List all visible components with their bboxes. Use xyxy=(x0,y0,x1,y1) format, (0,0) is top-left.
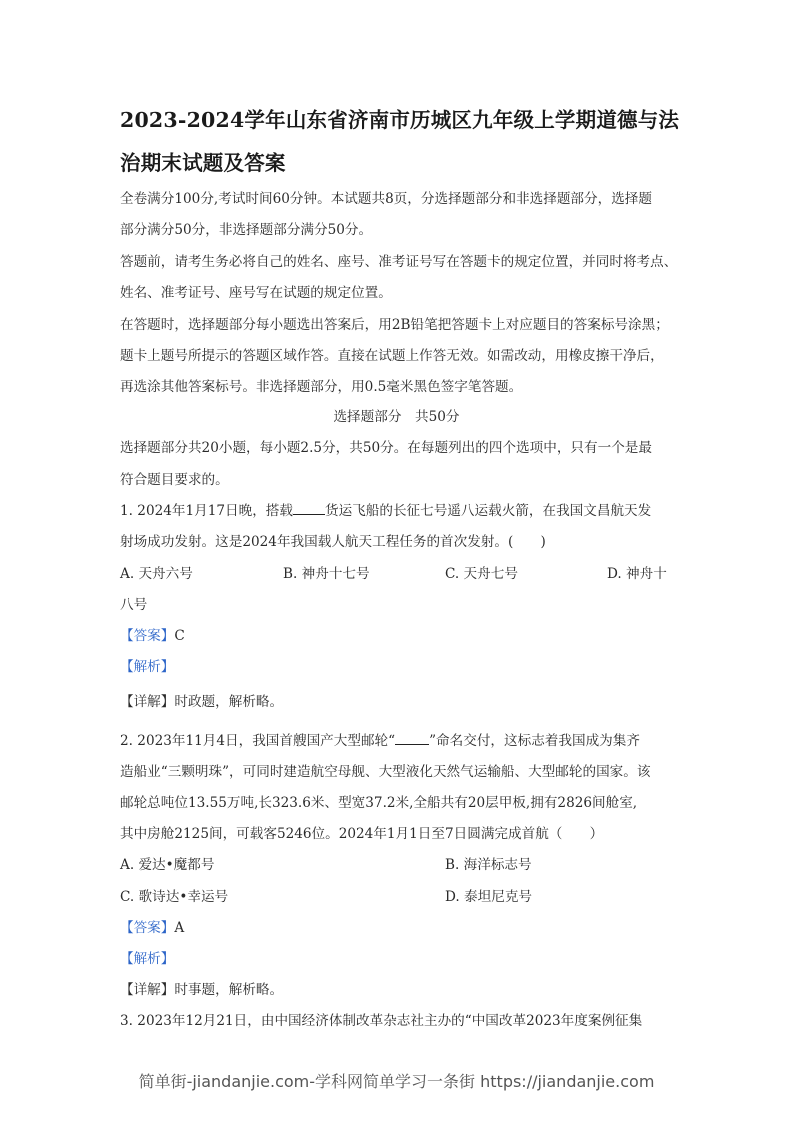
footer-link[interactable]: 简单街-jiandanjie.com-学科网简单学习一条街 https://jiandanjie.com xyxy=(138,1072,655,1091)
section-intro-line: 选择题部分共20小题，每小题2.5分，共50分。在每题列出的四个选项中，只有一个是最 xyxy=(120,440,652,456)
section-intro-line: 符合题目要求的。 xyxy=(120,472,229,488)
intro-line: 答题前，请考生务必将自己的姓名、座号、准考证号写在答题卡的规定位置，并同时将考点、 xyxy=(120,254,678,270)
question-2-blank xyxy=(395,732,429,745)
question-1-text-b: 货运飞船的长征七号遥八运载火箭，在我国文昌航天发 xyxy=(325,503,652,519)
question-2-option-d: D. 泰坦尼克号 xyxy=(445,889,533,905)
question-2-option-c: C. 歌诗达•幸运号 xyxy=(120,889,229,905)
question-1-line1 xyxy=(120,499,651,519)
detail-tag: 【详解】 xyxy=(120,982,175,998)
question-1-option-d-cont: 八号 xyxy=(120,597,148,613)
question-3-line1: 3. 2023年12月21日，由中国经济体制改革杂志社主办的“中国改革2023年度案例征集 xyxy=(120,1013,643,1029)
question-2-answer xyxy=(120,916,184,936)
intro-line: 题卡上题号所提示的答题区域作答。直接在试题上作答无效。如需改动，用橡皮擦干净后， xyxy=(120,348,664,364)
question-1-option-b: B. 神舟十七号 xyxy=(283,566,370,582)
detail-tag: 【详解】 xyxy=(120,694,175,710)
question-1-answer xyxy=(120,624,185,644)
question-1-analysis-tag: 【解析】 xyxy=(120,659,175,675)
document-title-line1: 2023-2024学年山东省济南市历城区九年级上学期道德与法 xyxy=(120,108,680,132)
question-2-text-b: ”命名交付，这标志着我国成为集齐 xyxy=(429,733,640,749)
question-2-line2: 造船业“三颗明珠”，可同时建造航空母舰、大型液化天然气运输船、大型邮轮的国家。该 xyxy=(120,764,651,780)
answer-tag: 【答案】 xyxy=(120,920,175,936)
question-2-option-a: A. 爱达•魔都号 xyxy=(120,857,215,873)
intro-line: 部分满分50分，非选择题部分满分50分。 xyxy=(120,222,373,238)
answer-tag: 【答案】 xyxy=(120,628,175,644)
question-2-analysis-tag: 【解析】 xyxy=(120,951,175,967)
intro-line: 在答题时，选择题部分每小题选出答案后，用2B铅笔把答题卡上对应题目的答案标号涂黑； xyxy=(120,317,669,333)
question-1-option-c: C. 天舟七号 xyxy=(445,566,518,582)
question-2-text-a: 2. 2023年11月4日，我国首艘国产大型邮轮“ xyxy=(120,733,396,749)
question-2-option-b: B. 海洋标志号 xyxy=(445,857,532,873)
question-1-option-d: D. 神舟十 xyxy=(607,566,667,582)
detail-text: 时事题，解析略。 xyxy=(174,982,284,998)
detail-text: 时政题，解析略。 xyxy=(174,694,284,710)
answer-value: A xyxy=(174,920,185,936)
question-2-line3: 邮轮总吨位13.55万吨,长323.6米、型宽37.2米,全船共有20层甲板,拥有2826间舱室, xyxy=(120,795,638,811)
intro-line: 姓名、准考证号、座号写在试题的规定位置。 xyxy=(120,285,392,301)
document-title-line2: 治期末试题及答案 xyxy=(120,151,286,175)
question-1-blank xyxy=(293,502,325,515)
question-2-line4: 其中房舱2125间，可载客5246位。2024年1月1日至7日圆满完成首航（ ） xyxy=(120,826,604,842)
question-2-detail xyxy=(120,978,283,998)
question-1-detail xyxy=(120,690,283,710)
intro-line: 再选涂其他答案标号。非选择题部分，用0.5毫米黑色签字笔答题。 xyxy=(120,379,523,395)
question-1-line2: 射场成功发射。这是2024年我国载人航天工程任务的首次发射。( ) xyxy=(120,534,546,550)
intro-line: 全卷满分100分,考试时间60分钟。本试题共8页，分选择题部分和非选择题部分，选择题 xyxy=(120,191,652,207)
question-2-line1 xyxy=(120,729,640,749)
answer-value: C xyxy=(174,628,185,644)
question-1-text-a: 1. 2024年1月17日晚，搭载 xyxy=(120,503,293,519)
question-1-option-a: A. 天舟六号 xyxy=(120,566,193,582)
section-heading: 选择题部分 共50分 xyxy=(333,409,460,425)
